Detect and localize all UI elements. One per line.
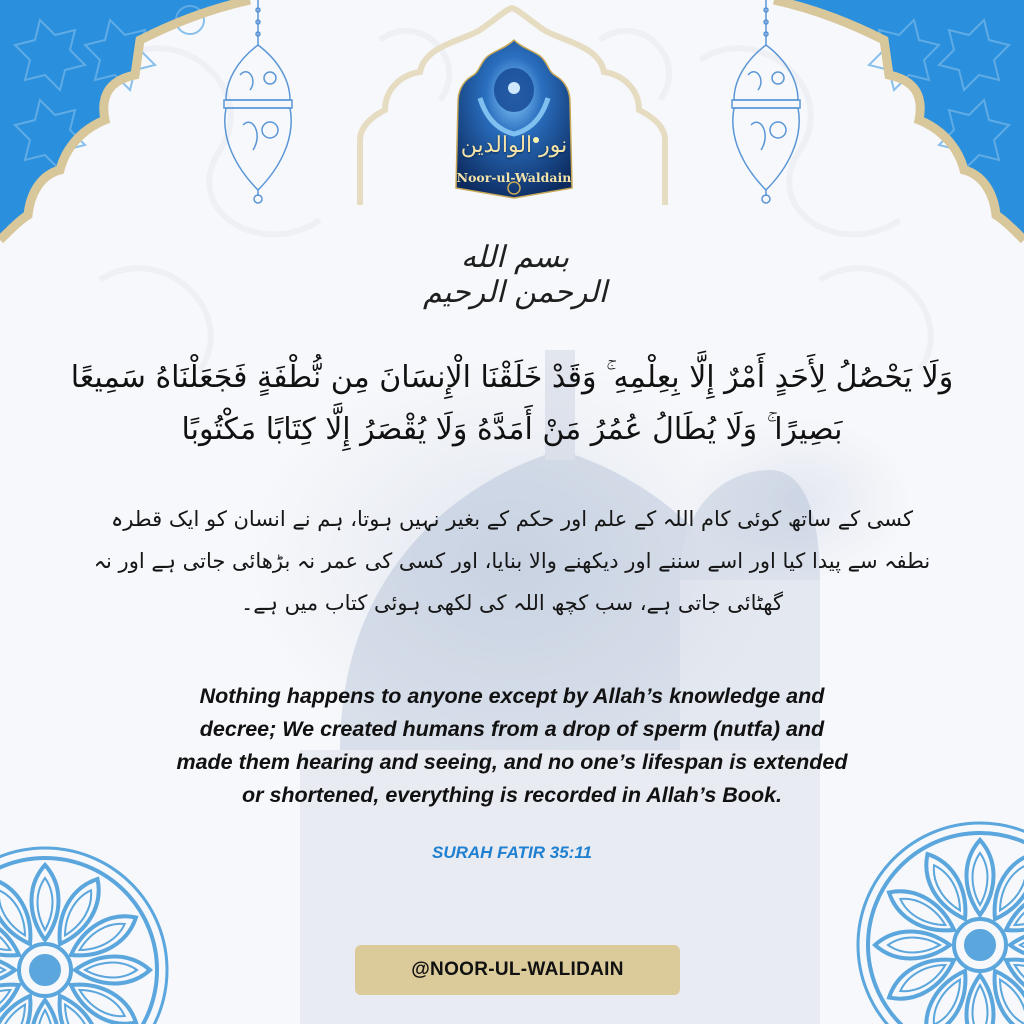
- hanging-lantern-right-icon: [726, 0, 806, 205]
- english-line: Nothing happens to anyone except by Allah’s knowledge and: [199, 684, 825, 708]
- english-line: or shortened, everything is recorded in Allah’s Book.: [241, 783, 783, 807]
- social-handle-badge: [355, 945, 680, 995]
- brand-logo: [452, 38, 576, 200]
- social-handle-text: @NOOR-UL-WALIDAIN: [411, 959, 624, 980]
- logo-arabic-text: نور الوالدین: [460, 133, 568, 158]
- verse-reference: SURAH FATIR 35:11: [432, 843, 592, 862]
- english-translation: [80, 680, 944, 812]
- arabic-verse: وَلَا يَحْصُلُ لِأَحَدٍ أَمْرٌ إِلَّا بِعِلْمِهِ ۚ وَقَدْ خَلَقْنَا الْإِنسَانَ مِن نُّطْفَةٍ فَجَعَلْنَاهُ سَمِيعًا بَصِيرًا ۚ وَلَا يُطَالُ عُمُرُ مَنْ أَمَدَّهُ وَلَا يُقْصَرُ إِلَّا كِتَابًا مَكْتُوبًا: [70, 360, 954, 447]
- bismillah-calligraphy: بسم الله الرحمن الرحيم: [423, 240, 607, 310]
- mandala-ornament-bottom-left-icon: [0, 840, 175, 1024]
- english-line: made them hearing and seeing, and no one’s lifespan is extended: [176, 750, 848, 774]
- urdu-translation: کسی کے ساتھ کوئی کام اللہ کے علم اور حکم کے بغیر نہیں ہوتا، ہم نے انسان کو ایک قطرہ نطفہ سے پیدا کیا اور اسے سننے اور دیکھنے والا بنایا، اور کسی کی عمر نہ بڑھائی جاتی ہے اور نہ گھٹائی جاتی ہے، سب کچھ اللہ کی لکھی ہوئی کتاب میں ہے۔: [93, 507, 931, 615]
- hanging-lantern-left-icon: [218, 0, 298, 205]
- mandala-ornament-bottom-right-icon: [850, 815, 1024, 1024]
- english-line: decree; We created humans from a drop of sperm (nutfa) and: [199, 717, 825, 741]
- logo-english-text: Noor-ul-Waldain: [456, 170, 572, 185]
